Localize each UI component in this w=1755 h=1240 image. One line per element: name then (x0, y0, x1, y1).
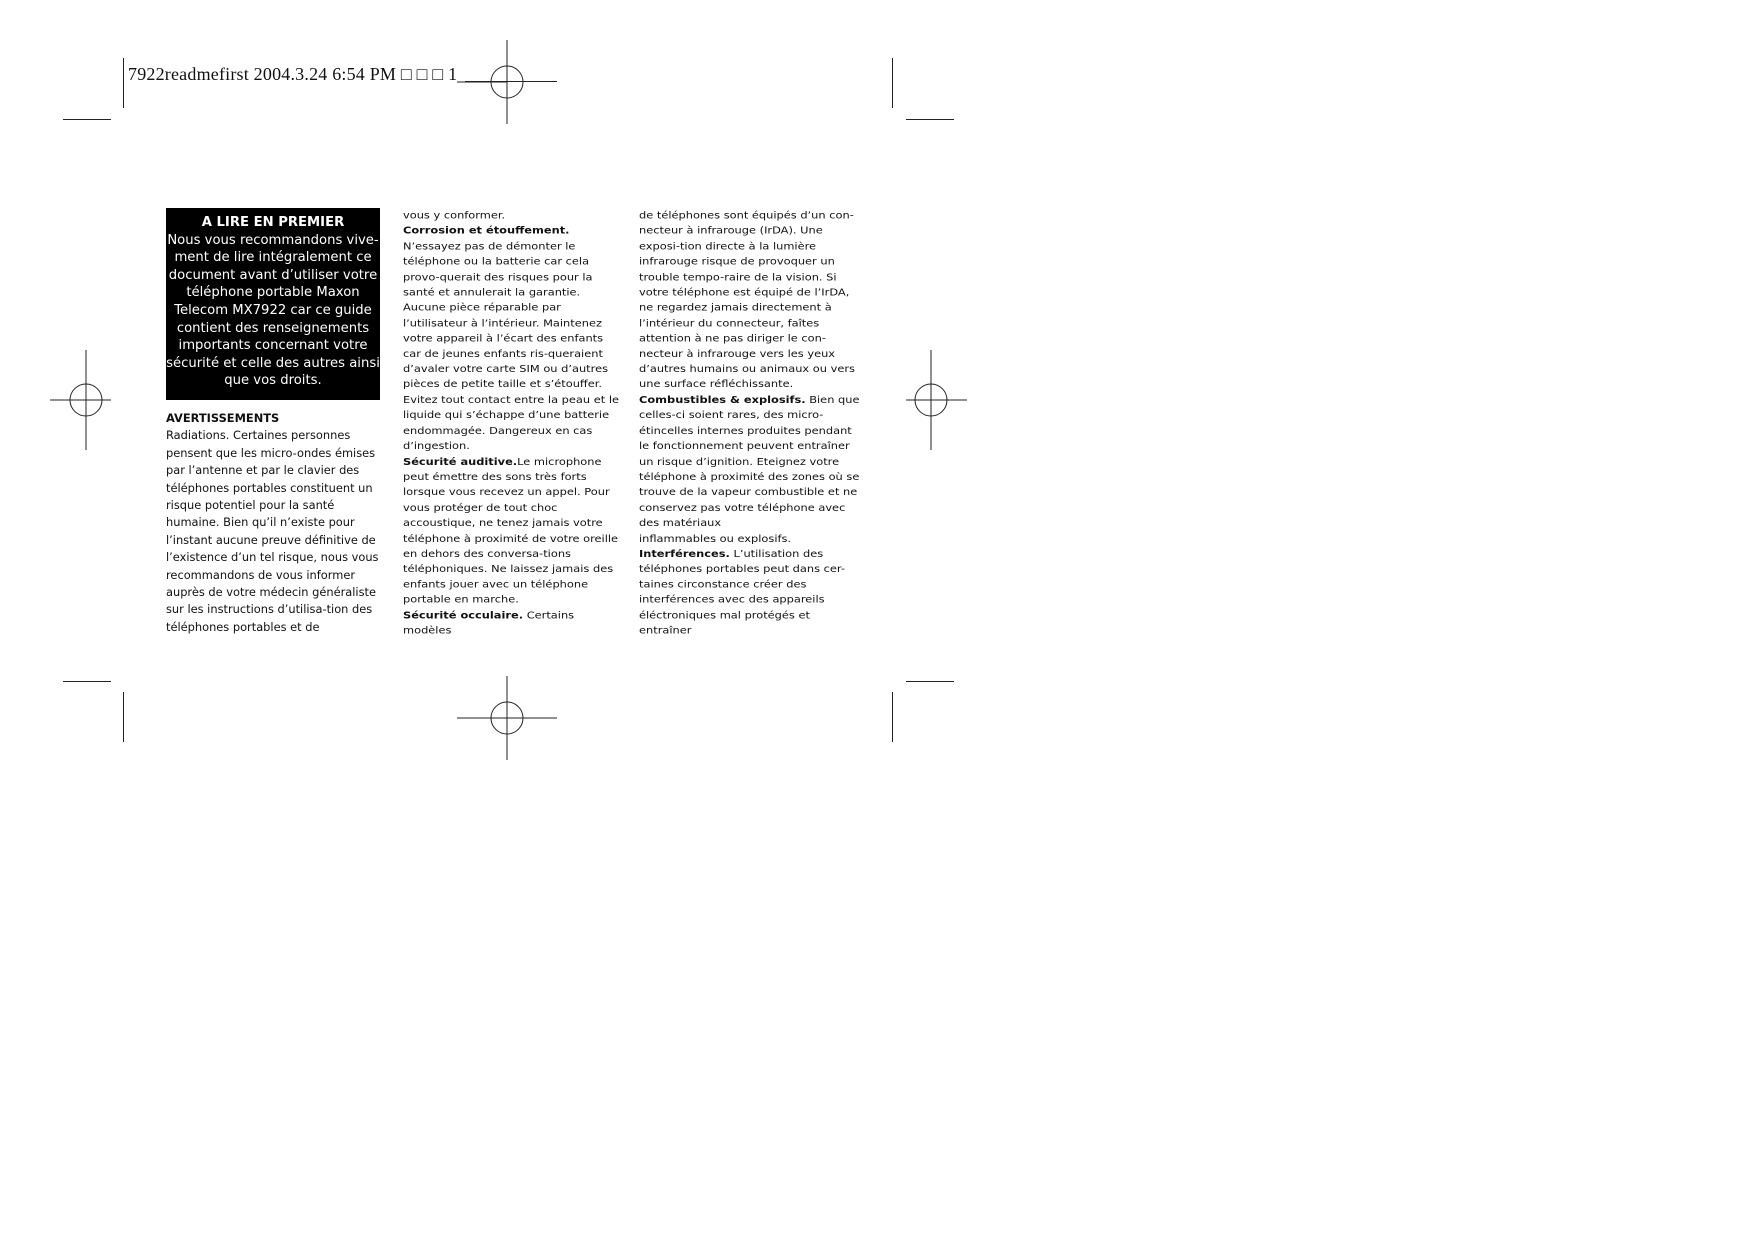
registration-mark-top (457, 32, 557, 132)
slug-date: 2004.3.24 (253, 64, 328, 84)
column-1 (166, 208, 380, 636)
radiations-text: Radiations. Certaines personnes pensent que les micro-ondes émises par l’antenne et par le clavier des téléphones portables constituent un risque potentiel pour la santé humaine. Bien qu’il n’existe pour l’instant aucune preuve définitive de l’existence d’un tel risque, nous vous recommandons de vous informer auprès de votre médecin généraliste sur les instructions d’utilisa-tion des téléphones portables et de (166, 428, 379, 634)
crop-mark-top-left-h (63, 119, 111, 120)
registration-mark-right (881, 350, 981, 450)
column-3 (639, 208, 863, 638)
crop-mark-bottom-left-h (63, 681, 111, 682)
slug-glyphs: □ □ □ (400, 64, 444, 84)
combustibles-title: Combustibles & explosifs. (639, 393, 806, 406)
notice-title: A LIRE EN PREMIER (201, 215, 345, 230)
registration-mark-left (36, 350, 136, 450)
combustibles-text-2: inflammables ou explosifs. (639, 531, 792, 545)
eye-text-start: Certains modèles (403, 608, 575, 637)
print-slug (128, 64, 457, 85)
read-first-notice (166, 208, 380, 400)
notice-body: Nous vous recommandons vive-ment de lire intégralement ce document avant d’utiliser votre téléphone portable Maxon Telecom MX7922 car ce guide contient des renseignements importants concernant votre sécurité et celle des autres ainsi que vos droits. (166, 232, 380, 389)
registration-mark-bottom (457, 668, 557, 768)
hearing-title: Sécurité auditive. (403, 454, 518, 468)
interference-text: L’utilisation des téléphones portables peut dans cer-taines circonstance créer des interférences avec des appareils éléctroniques mal protégés et entraîner (639, 547, 845, 637)
crop-mark-top-right-h (906, 119, 954, 120)
corrosion-title: Corrosion et étouffement. (403, 224, 570, 237)
crop-mark-bottom-right-v (892, 692, 893, 742)
column-2 (403, 208, 623, 638)
combustibles-text: Bien que celles-ci soient rares, des micro-étincelles internes produites pendant le fonctionnement peuvent entraîner un risque d’ignition. Eteignez votre téléphone à proximité des zones où se trouve de la vapeur combustible et ne conservez pas votre téléphone avec des matériaux (639, 393, 860, 529)
hearing-text: Le microphone peut émettre des sons très forts lorsque vous recevez un appel. Pour vous protéger de tout choc accoustique, ne tenez jamais votre téléphone à proximité de votre oreille en dehors des conversa-tions téléphoniques. Ne laissez jamais des enfants jouer avec un téléphone portable en marche. (403, 454, 619, 606)
crop-mark-top-right-v (892, 58, 893, 108)
eye-title: Sécurité occulaire. (403, 608, 524, 621)
corrosion-text: N’essayez pas de démonter le téléphone ou la batterie car cela provo-querait des risques pour la santé et annulerait la garantie. Aucune pièce réparable par l’utilisateur à l’intérieur. Maintenez votre appareil à l’écart des enfants car de jeunes enfants ris-queraient d’avaler votre carte SIM ou d’autres pièces de petite taille et s’étouffer. Evitez tout contact entre la peau et le liquide qui s’échappe d’une batterie endommagée. Dangereux en cas d’ingestion. (403, 239, 620, 452)
crop-mark-bottom-left-v (123, 692, 124, 742)
eye-text-cont: de téléphones sont équipés d’un con-necteur à infrarouge (IrDA). Une exposi-tion directe à la lumière infrarouge risque de provoquer un trouble tempo-raire de la vision. Si votre téléphone est équipé de l’IrDA, ne regardez jamais directement à l’intérieur du connecteur, faîtes attention à ne pas diriger le con-necteur à infrarouge vers les yeux d’autres humains ou animaux ou vers une surface réfléchissante. (639, 208, 855, 391)
crop-mark-bottom-right-h (906, 681, 954, 682)
warnings-heading: AVERTISSEMENTS (166, 410, 280, 425)
crop-mark-top-left-v (123, 58, 124, 108)
radiations-text-end: vous y conformer. (403, 208, 506, 222)
slug-page: 1 (448, 64, 458, 84)
slug-file: 7922readmefirst (128, 64, 249, 84)
slug-time: 6:54 PM (332, 64, 397, 84)
interference-title: Interférences. (639, 547, 730, 560)
